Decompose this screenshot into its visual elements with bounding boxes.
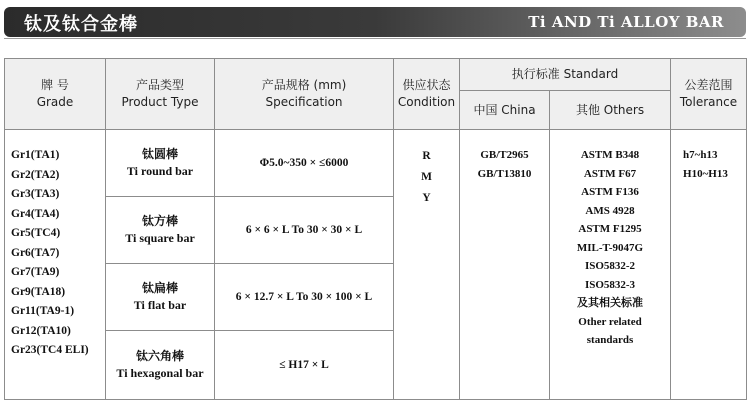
- spec-table: [4, 58, 747, 400]
- grade-item: Gr2(TA2): [11, 168, 60, 181]
- section-banner: [4, 7, 746, 37]
- other-standard-item: ASTM B348: [580, 149, 640, 161]
- header-standard-china: 中国 China: [460, 91, 550, 130]
- product-type-en: Ti square bar: [125, 231, 195, 245]
- header-product-type: [106, 59, 215, 130]
- header-grade: [5, 59, 106, 130]
- other-standard-item: ASTM F67: [583, 167, 637, 180]
- china-standard-item: GB/T13810: [477, 168, 532, 180]
- product-type-en: Ti flat bar: [133, 298, 187, 312]
- other-standard-item: Other related: [578, 315, 642, 328]
- header-standard: 执行标准 Standard: [460, 59, 671, 91]
- product-type-cn: 钛扁棒: [141, 281, 178, 295]
- other-standards-list: [550, 130, 671, 400]
- other-standard-item: 及其相关标准: [577, 297, 643, 309]
- other-standard-item: ISO5832-2: [584, 260, 636, 272]
- header-specification-en: Specification: [265, 95, 343, 109]
- header-product-type-en: Product Type: [121, 95, 199, 109]
- specification-cell: Φ5.0~350 × ≤6000: [215, 130, 394, 197]
- header-grade-en: Grade: [36, 95, 74, 109]
- grade-item: Gr7(TA9): [11, 266, 60, 278]
- grade-item: Gr11(TA9-1): [11, 305, 75, 317]
- header-specification: [215, 59, 394, 130]
- specification-cell: 6 × 6 × L To 30 × 30 × L: [215, 197, 394, 264]
- other-standard-item: ASTM F1295: [578, 223, 642, 235]
- grade-list: [5, 130, 106, 400]
- product-type-en: Ti hexagonal bar: [116, 366, 204, 380]
- condition-list: [394, 130, 460, 400]
- grade-item: Gr3(TA3): [11, 188, 60, 200]
- banner-title-cn: 钛及钛合金棒: [24, 14, 138, 35]
- specification-cell: 6 × 12.7 × L To 30 × 100 × L: [215, 264, 394, 331]
- product-type-cn: 钛方棒: [141, 214, 178, 228]
- header-tolerance: [671, 59, 747, 130]
- grade-item: Gr12(TA10): [11, 324, 71, 337]
- grade-item: Gr6(TA7): [11, 246, 60, 259]
- header-tolerance-en: Tolerance: [679, 95, 738, 109]
- specification-cell: ≤ H17 × L: [215, 331, 394, 400]
- grade-item: Gr23(TC4 ELI): [11, 344, 89, 356]
- header-grade-cn: 牌 号: [41, 78, 69, 92]
- other-standard-item: MIL-T-9047G: [576, 241, 644, 254]
- header-condition-en: Condition: [397, 95, 456, 109]
- condition-item: M: [421, 171, 432, 183]
- header-standard-others: 其他 Others: [550, 91, 671, 130]
- tolerance-item: h7~h13: [683, 149, 718, 161]
- header-condition: [394, 59, 460, 130]
- condition-item: R: [422, 150, 431, 162]
- other-standard-item: standards: [586, 334, 634, 346]
- header-condition-cn: 供应状态: [402, 78, 451, 92]
- product-type-cell: [106, 331, 215, 400]
- product-type-en: Ti round bar: [126, 164, 194, 178]
- banner-title-en: Ti AND Ti ALLOY BAR: [528, 13, 724, 31]
- grade-item: Gr4(TA4): [11, 207, 60, 220]
- china-standards-list: [460, 130, 550, 400]
- banner-divider: [4, 38, 746, 39]
- product-type-cell: [106, 264, 215, 331]
- product-type-cell: [106, 197, 215, 264]
- header-specification-cn: 产品规格 (mm): [261, 78, 347, 92]
- tolerance-list: [671, 130, 747, 400]
- product-type-cell: [106, 130, 215, 197]
- grade-item: Gr5(TC4): [11, 227, 61, 239]
- product-type-cn: 钛圆棒: [141, 147, 178, 161]
- other-standard-item: AMS 4928: [585, 204, 635, 217]
- condition-item: Y: [422, 192, 431, 204]
- other-standard-item: ASTM F136: [581, 186, 639, 198]
- product-type-cn: 钛六角棒: [135, 349, 184, 363]
- other-standard-item: ISO5832-3: [584, 278, 636, 291]
- header-product-type-cn: 产品类型: [135, 78, 184, 92]
- grade-item: Gr1(TA1): [11, 149, 60, 161]
- tolerance-item: H10~H13: [683, 168, 728, 180]
- china-standard-item: GB/T2965: [480, 149, 529, 161]
- header-tolerance-cn: 公差范围: [684, 78, 733, 92]
- grade-item: Gr9(TA18): [11, 285, 66, 298]
